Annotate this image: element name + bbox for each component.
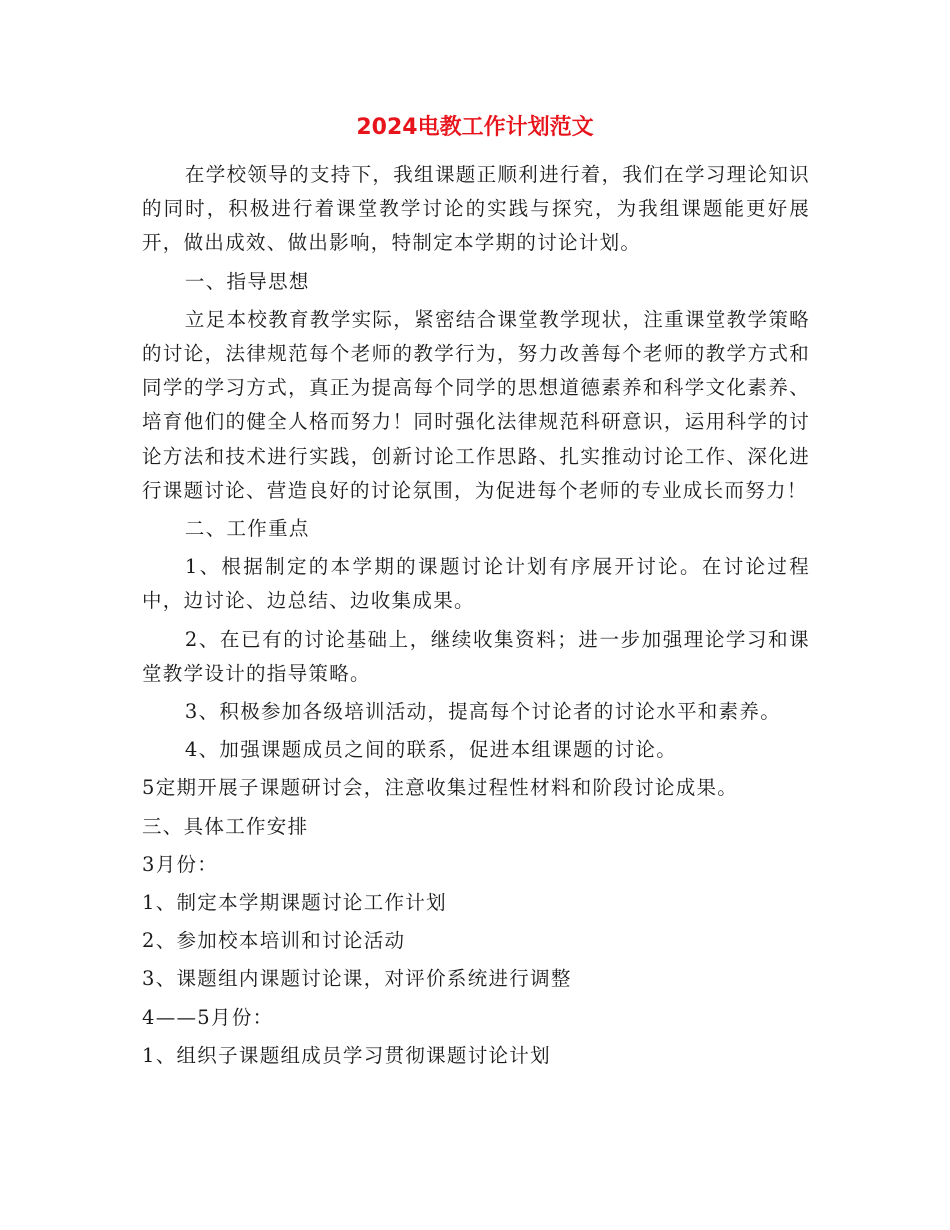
guiding-ideology-paragraph: 立足本校教育教学实际，紧密结合课堂教学现状，注重课堂教学策略的讨论，法律规范每个老师的教学行为，努力改善每个老师的教学方式和同学的学习方式，真正为提高每个同学的思想道德素养和科学文化素养、培育他们的健全人格而努力！同时强化法律规范科研意识，运用科学的讨论方法和技术进行实践，创新讨论工作思路、扎实推动讨论工作、深化进行课题讨论、营造良好的讨论氛围，为促进每个老师的专业成长而努力！ <box>142 307 810 502</box>
document-title: 2024电教工作计划范文 <box>356 115 594 140</box>
march-task-3: 3、课题组内课题讨论课，对评价系统进行调整 <box>142 967 572 991</box>
work-focus-item-5: 5定期开展子课题研讨会，注意收集过程性材料和阶段讨论成果。 <box>142 776 739 800</box>
document-body <box>142 158 810 1073</box>
schedule-month-march: 3月份： <box>142 852 219 876</box>
march-task-2: 2、参加校本培训和讨论活动 <box>142 929 406 953</box>
work-focus-item-1: 1、根据制定的本学期的课题讨论计划有序展开讨论。在讨论过程中，边讨论、边总结、边收集成果。 <box>142 555 810 613</box>
work-focus-item-3: 3、积极参加各级培训活动，提高每个讨论者的讨论水平和素养。 <box>184 700 781 724</box>
section-heading-guiding-ideology: 一、指导思想 <box>184 269 310 293</box>
schedule-month-april-may: 4——5月份： <box>142 1005 274 1029</box>
work-focus-item-4: 4、加强课题成员之间的联系，促进本组课题的讨论。 <box>184 738 677 762</box>
march-task-1: 1、制定本学期课题讨论工作计划 <box>142 891 447 915</box>
section-heading-schedule: 三、具体工作安排 <box>142 814 309 838</box>
intro-paragraph: 在学校领导的支持下，我组课题正顺利进行着，我们在学习理论知识的同时，积极进行着课堂教学讨论的实践与探究，为我组课题能更好展开，做出成效、做出影响，特制定本学期的讨论计划。 <box>142 163 810 255</box>
section-heading-work-focus: 二、工作重点 <box>184 517 310 541</box>
work-focus-item-2: 2、在已有的讨论基础上，继续收集资料；进一步加强理论学习和课堂教学设计的指导策略。 <box>142 627 810 685</box>
april-may-task-1: 1、组织子课题组成员学习贯彻课题讨论计划 <box>142 1043 551 1067</box>
